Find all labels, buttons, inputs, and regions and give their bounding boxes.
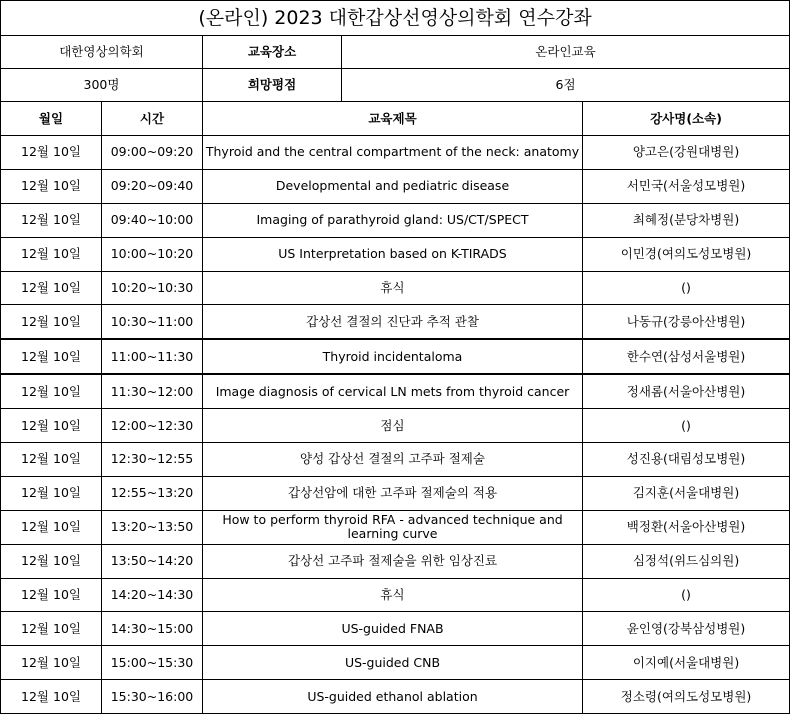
table-row: [1, 339, 790, 374]
session-title: 휴식: [203, 578, 583, 612]
session-speaker: 윤인영(강북삼성병원): [583, 612, 790, 646]
session-date: 12월 10일: [1, 409, 102, 443]
session-title: 휴식: [203, 271, 583, 305]
session-time: 11:00~11:30: [102, 339, 203, 374]
table-row: [1, 544, 790, 578]
session-speaker: 이민경(여의도성모병원): [583, 237, 790, 271]
session-date: 12월 10일: [1, 612, 102, 646]
session-date: 12월 10일: [1, 305, 102, 339]
session-date: 12월 10일: [1, 203, 102, 237]
session-date: 12월 10일: [1, 136, 102, 170]
table-row: [1, 136, 790, 170]
session-speaker: 심정석(위드심의원): [583, 544, 790, 578]
session-date: 12월 10일: [1, 237, 102, 271]
table-row: [1, 305, 790, 339]
column-header-title: 교육제목: [203, 102, 583, 136]
session-title: Developmental and pediatric disease: [203, 169, 583, 203]
session-title: US-guided ethanol ablation: [203, 680, 583, 714]
table-row: [1, 237, 790, 271]
capacity-value: 300명: [1, 69, 203, 102]
session-speaker: (): [583, 271, 790, 305]
session-time: 13:50~14:20: [102, 544, 203, 578]
organizer-value: 대한영상의학회: [1, 36, 203, 69]
credits-value: 6점: [342, 69, 790, 102]
session-speaker: 김지훈(서울대병원): [583, 476, 790, 510]
venue-label: 교육장소: [203, 36, 342, 69]
session-time: 09:00~09:20: [102, 136, 203, 170]
session-time: 10:20~10:30: [102, 271, 203, 305]
session-title: 갑상선 결절의 진단과 추적 관찰: [203, 305, 583, 339]
table-row: [1, 443, 790, 477]
session-time: 15:00~15:30: [102, 646, 203, 680]
session-time: 10:00~10:20: [102, 237, 203, 271]
table-row: [1, 271, 790, 305]
table-header-row: [1, 102, 790, 136]
session-date: 12월 10일: [1, 578, 102, 612]
session-title: US-guided FNAB: [203, 612, 583, 646]
session-title: Image diagnosis of cervical LN mets from thyroid cancer: [203, 374, 583, 408]
session-speaker: 나동규(강릉아산병원): [583, 305, 790, 339]
table-row: [1, 646, 790, 680]
session-speaker: 한수연(삼성서울병원): [583, 339, 790, 374]
session-date: 12월 10일: [1, 680, 102, 714]
session-date: 12월 10일: [1, 339, 102, 374]
column-header-time: 시간: [102, 102, 203, 136]
table-row: [1, 612, 790, 646]
session-date: 12월 10일: [1, 443, 102, 477]
table-row: [1, 680, 790, 714]
session-time: 12:00~12:30: [102, 409, 203, 443]
session-time: 09:40~10:00: [102, 203, 203, 237]
session-date: 12월 10일: [1, 374, 102, 408]
session-speaker: 이지예(서울대병원): [583, 646, 790, 680]
session-date: 12월 10일: [1, 646, 102, 680]
column-header-speaker: 강사명(소속): [583, 102, 790, 136]
table-row: [1, 409, 790, 443]
session-date: 12월 10일: [1, 476, 102, 510]
session-title: 갑상선암에 대한 고주파 절제술의 적용: [203, 476, 583, 510]
session-title: US Interpretation based on K-TIRADS: [203, 237, 583, 271]
table-row: [1, 374, 790, 408]
session-speaker: 백정환(서울아산병원): [583, 510, 790, 544]
session-time: 12:30~12:55: [102, 443, 203, 477]
session-title: Imaging of parathyroid gland: US/CT/SPECT: [203, 203, 583, 237]
session-speaker: 정새롬(서울아산병원): [583, 374, 790, 408]
table-row: [1, 510, 790, 544]
session-date: 12월 10일: [1, 271, 102, 305]
session-speaker: (): [583, 578, 790, 612]
table-row: [1, 476, 790, 510]
session-speaker: 성진용(대림성모병원): [583, 443, 790, 477]
session-speaker: 양고은(강원대병원): [583, 136, 790, 170]
venue-value: 온라인교육: [342, 36, 790, 69]
session-time: 10:30~11:00: [102, 305, 203, 339]
session-speaker: (): [583, 409, 790, 443]
session-date: 12월 10일: [1, 169, 102, 203]
session-date: 12월 10일: [1, 510, 102, 544]
session-title: Thyroid incidentaloma: [203, 339, 583, 374]
session-date: 12월 10일: [1, 544, 102, 578]
session-time: 15:30~16:00: [102, 680, 203, 714]
session-time: 13:20~13:50: [102, 510, 203, 544]
session-time: 09:20~09:40: [102, 169, 203, 203]
session-speaker: 최혜정(분당차병원): [583, 203, 790, 237]
session-time: 14:30~15:00: [102, 612, 203, 646]
session-speaker: 서민국(서울성모병원): [583, 169, 790, 203]
table-row: [1, 203, 790, 237]
table-row: [1, 578, 790, 612]
session-speaker: 정소령(여의도성모병원): [583, 680, 790, 714]
session-title: Thyroid and the central compartment of the neck: anatomy: [203, 136, 583, 170]
column-header-date: 월일: [1, 102, 102, 136]
page-title: (온라인) 2023 대한갑상선영상의학회 연수강좌: [1, 1, 790, 36]
session-title: 점심: [203, 409, 583, 443]
session-title: 갑상선 고주파 절제술을 위한 임상진료: [203, 544, 583, 578]
session-title: US-guided CNB: [203, 646, 583, 680]
session-title: How to perform thyroid RFA - advanced technique and learning curve: [203, 510, 583, 544]
session-time: 11:30~12:00: [102, 374, 203, 408]
credits-label: 희망평점: [203, 69, 342, 102]
session-time: 14:20~14:30: [102, 578, 203, 612]
session-time: 12:55~13:20: [102, 476, 203, 510]
session-title: 양성 갑상선 결절의 고주파 절제술: [203, 443, 583, 477]
table-row: [1, 169, 790, 203]
